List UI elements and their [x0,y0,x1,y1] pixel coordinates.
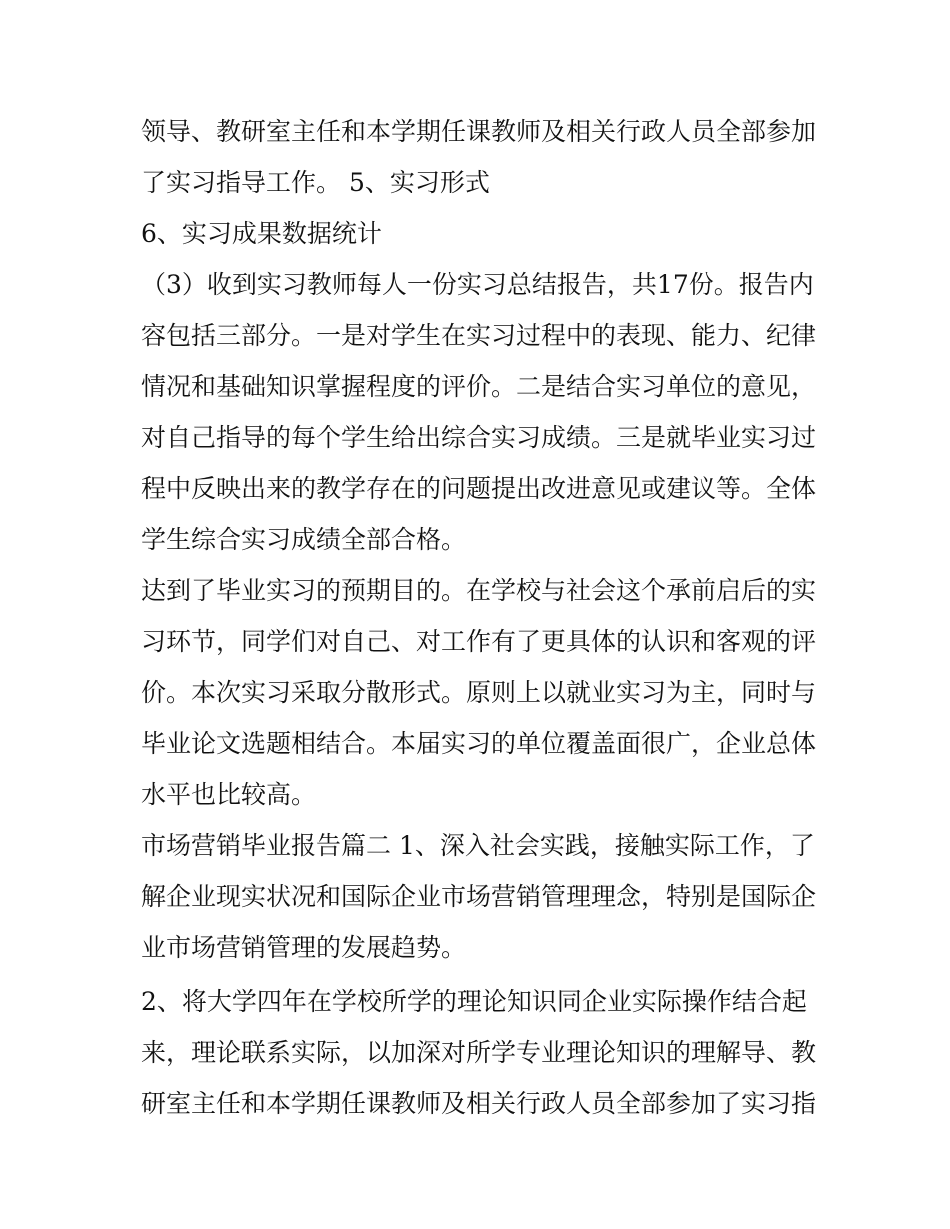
text-line: 程中反映出来的教学存在的问题提出改进意见或建议等。全体 [141,474,817,503]
document-body [141,106,816,1129]
text-line: 容包括三部分。一是对学生在实习过程中的表现、能力、纪律 [141,321,817,350]
text-line: 2、将大学四年在学校所学的理论知识同企业实际操作结合起 [141,987,807,1016]
text-line: 6、实习成果数据统计 [141,219,382,248]
text-line: 领导、教研室主任和本学期任课教师及相关行政人员全部参加 [141,117,817,146]
text-line: 来，理论联系实际，以加深对所学专业理论知识的理解导、教 [141,1038,817,1067]
text-line: 水平也比较高。 [141,780,317,809]
text-line: 了实习指导工作。 5、实习形式 [141,168,490,197]
text-line: 解企业现实状况和国际企业市场营销管理理念，特别是国际企 [141,882,817,911]
text-line: 市场营销毕业报告篇二 1、深入社会实践，接触实际工作，了 [141,831,815,860]
text-line: 毕业论文选题相结合。本届实习的单位覆盖面很广，企业总体 [141,729,817,758]
text-line: 学生综合实习成绩全部合格。 [141,525,467,554]
text-line: 价。本次实习采取分散形式。原则上以就业实习为主，同时与 [141,678,817,707]
text-line: 对自己指导的每个学生给出综合实习成绩。三是就毕业实习过 [141,423,817,452]
text-line: 业市场营销管理的发展趋势。 [141,933,467,962]
text-line: 研室主任和本学期任课教师及相关行政人员全部参加了实习指 [141,1089,817,1118]
text-line: 达到了毕业实习的预期目的。在学校与社会这个承前启后的实 [141,576,817,605]
text-line: 习环节，同学们对自己、对工作有了更具体的认识和客观的评 [141,627,817,656]
text-line: 情况和基础知识掌握程度的评价。二是结合实习单位的意见， [141,372,817,401]
text-line: （3）收到实习教师每人一份实习总结报告，共17份。报告内 [141,270,814,299]
